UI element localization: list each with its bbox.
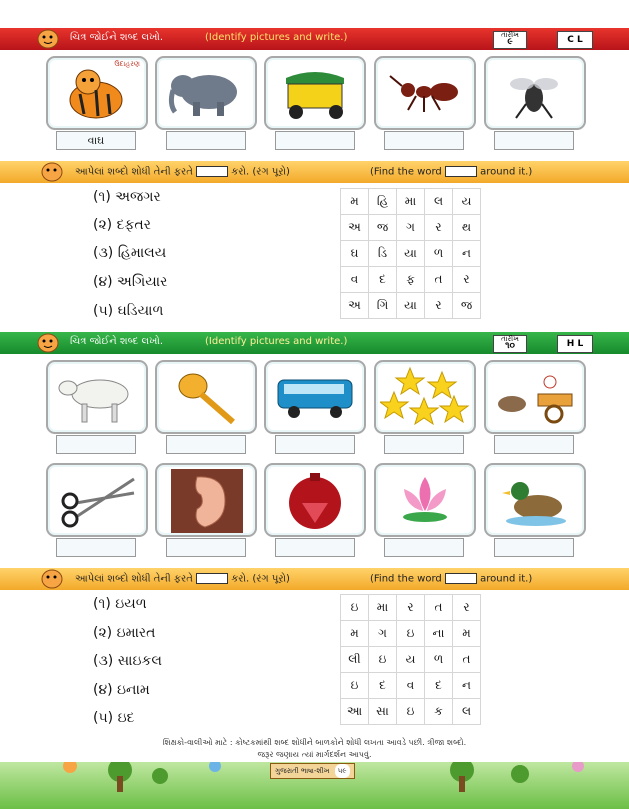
- card-mace: [155, 360, 257, 434]
- footer-note-2: જરૂર જણાય ત્યાં માર્ગદર્શન આપવું.: [257, 750, 372, 759]
- section1-english: (Identify pictures and write.): [205, 32, 348, 43]
- grid-cell[interactable]: ગ: [369, 621, 397, 647]
- grid-cell[interactable]: યા: [397, 293, 425, 319]
- ear-icon: [171, 469, 243, 533]
- answer-field[interactable]: [56, 538, 136, 557]
- search1-title: આપેલાં શબ્દો શોધી તેની ફરતે કરો. (રંગ પૂરો): [75, 166, 290, 178]
- section2-title: ચિત્ર જોઈને શબ્દ લખો.: [70, 336, 163, 347]
- card-ear: [155, 463, 257, 537]
- search1-english: (Find the word around it.): [370, 166, 533, 178]
- pomegranate-icon: [282, 469, 348, 533]
- word-item: (૨) દફતર: [93, 217, 151, 233]
- grid-cell[interactable]: લી: [341, 647, 369, 673]
- section2-english: (Identify pictures and write.): [205, 336, 348, 347]
- tiger-icon: [58, 64, 134, 122]
- bullock-cart-icon: [490, 370, 580, 426]
- card-fly: [484, 56, 586, 130]
- grid-cell[interactable]: દ: [425, 673, 453, 699]
- answer-field[interactable]: વાઘ: [56, 131, 136, 150]
- card-scissors: [46, 463, 148, 537]
- grid-cell[interactable]: ઇ: [341, 595, 369, 621]
- answer-field[interactable]: [166, 538, 246, 557]
- card-bullock-cart: [484, 360, 586, 434]
- scissors-icon: [56, 473, 138, 529]
- grid-cell[interactable]: ન: [453, 673, 481, 699]
- grid-cell[interactable]: ળ: [425, 241, 453, 267]
- grid-cell[interactable]: ય: [453, 189, 481, 215]
- grid-cell[interactable]: ના: [425, 621, 453, 647]
- grid-cell[interactable]: મ: [341, 621, 369, 647]
- card-elephant: [155, 56, 257, 130]
- footer-badge: ગુજરાતી ભાષા-શીખ ૫૯: [270, 763, 355, 779]
- answer-field[interactable]: [275, 538, 355, 557]
- grid-cell[interactable]: ક: [425, 699, 453, 725]
- grid-cell[interactable]: ર: [397, 595, 425, 621]
- elephant-icon: [165, 68, 245, 118]
- search1-banner: [0, 161, 629, 183]
- mascot-icon: [38, 565, 66, 591]
- card-duck: [484, 463, 586, 537]
- answer-field[interactable]: [384, 538, 464, 557]
- card-lotus: [374, 463, 476, 537]
- grid-cell[interactable]: ય: [397, 647, 425, 673]
- card-cow: [46, 360, 148, 434]
- grid-cell[interactable]: ઇ: [397, 699, 425, 725]
- grid-cell[interactable]: ત: [425, 595, 453, 621]
- grid-cell[interactable]: ળ: [425, 647, 453, 673]
- example-tag: ઉદાહરણ: [114, 60, 140, 68]
- grid-cell[interactable]: હિ: [369, 189, 397, 215]
- grid-cell[interactable]: ઘ: [341, 241, 369, 267]
- answer-field[interactable]: [275, 435, 355, 454]
- grass-footer: [0, 762, 629, 809]
- grid-cell[interactable]: યા: [397, 241, 425, 267]
- answer-field[interactable]: [384, 435, 464, 454]
- card-stars: [374, 360, 476, 434]
- answer-field[interactable]: [166, 131, 246, 150]
- answer-field[interactable]: [384, 131, 464, 150]
- card-autorickshaw: [264, 56, 366, 130]
- cow-icon: [54, 370, 138, 424]
- bus-icon: [274, 374, 356, 420]
- grid-cell[interactable]: લ: [453, 699, 481, 725]
- code-box: C L: [557, 31, 593, 49]
- grid-cell[interactable]: ર: [425, 215, 453, 241]
- grid-cell[interactable]: વ: [397, 673, 425, 699]
- grid-cell[interactable]: ફ: [397, 267, 425, 293]
- word-item: (૨) ઇમારત: [93, 625, 156, 641]
- grid-cell[interactable]: ડિ: [369, 241, 397, 267]
- grid-cell[interactable]: મા: [397, 189, 425, 215]
- grid-cell[interactable]: ત: [453, 647, 481, 673]
- word-item: (૧) અજગર: [93, 189, 161, 205]
- letter-grid-2: [340, 594, 481, 725]
- grid-cell[interactable]: ગ: [397, 215, 425, 241]
- letter-grid-1: [340, 188, 481, 319]
- grid-cell[interactable]: દ: [369, 267, 397, 293]
- answer-field[interactable]: [494, 131, 574, 150]
- grid-cell[interactable]: વ: [341, 267, 369, 293]
- mascot-icon: [34, 25, 62, 51]
- date-box: તારીખ ૯: [493, 31, 527, 49]
- answer-field[interactable]: [494, 538, 574, 557]
- section1-title: ચિત્ર જોઈને શબ્દ લખો.: [70, 32, 163, 43]
- search2-banner: [0, 568, 629, 590]
- grid-cell[interactable]: થ: [453, 215, 481, 241]
- answer-field[interactable]: [275, 131, 355, 150]
- grid-cell[interactable]: ગિ: [369, 293, 397, 319]
- grid-cell[interactable]: ર: [453, 595, 481, 621]
- grid-cell[interactable]: અ: [341, 215, 369, 241]
- grid-cell[interactable]: ઇ: [397, 621, 425, 647]
- lotus-icon: [390, 471, 460, 531]
- card-ant: [374, 56, 476, 130]
- word-item: (૪) ઇનામ: [93, 682, 150, 698]
- page-number: ૫૯: [335, 764, 350, 778]
- search2-english: (Find the word around it.): [370, 573, 533, 585]
- code-box: H L: [557, 335, 593, 353]
- mascot-icon: [38, 158, 66, 184]
- word-item: (૩) હિમાલય: [93, 245, 167, 261]
- stars-icon: [380, 366, 470, 428]
- grid-cell[interactable]: ર: [453, 267, 481, 293]
- answer-field[interactable]: [56, 435, 136, 454]
- grid-cell[interactable]: ન: [453, 241, 481, 267]
- section2-banner: [0, 332, 629, 354]
- word-item: (૫) ઇદ: [93, 710, 135, 726]
- duck-icon: [500, 473, 570, 529]
- grid-cell[interactable]: ઇ: [341, 673, 369, 699]
- fly-icon: [504, 66, 564, 122]
- answer-field[interactable]: [166, 435, 246, 454]
- answer-field[interactable]: [494, 435, 574, 454]
- grid-cell[interactable]: દ: [369, 673, 397, 699]
- grid-cell[interactable]: ર: [425, 293, 453, 319]
- grid-cell[interactable]: મ: [453, 621, 481, 647]
- mace-icon: [171, 368, 243, 428]
- card-pomegranate: [264, 463, 366, 537]
- search2-title: આપેલાં શબ્દો શોધી તેની ફરતે કરો. (રંગ પૂરો): [75, 573, 290, 585]
- autorickshaw-icon: [278, 64, 352, 122]
- section1-banner: [0, 28, 629, 50]
- footer-note-1: શિક્ષકો-વાલીઓ માટે : કોષ્ટકમાંથી શબ્દ શોધીને બાળકોને શોધી લખતા આવડે પછી. ત્રીજા શબ્દો.: [162, 738, 467, 747]
- grid-cell[interactable]: ઇ: [369, 647, 397, 673]
- card-bus: [264, 360, 366, 434]
- word-item: (૪) અગિયાર: [93, 274, 168, 290]
- grid-cell[interactable]: જ: [369, 215, 397, 241]
- word-item: (૫) ઘડિયાળ: [93, 303, 164, 319]
- word-item: (૩) સાઇકલ: [93, 653, 162, 669]
- card-tiger: [46, 56, 148, 130]
- word-item: (૧) ઇયળ: [93, 596, 147, 612]
- grid-cell[interactable]: આ: [341, 699, 369, 725]
- grid-cell[interactable]: જ: [453, 293, 481, 319]
- date-box: તારીખ ૧૦: [493, 335, 527, 353]
- grid-cell[interactable]: લ: [425, 189, 453, 215]
- grid-cell[interactable]: મ: [341, 189, 369, 215]
- grid-cell[interactable]: મા: [369, 595, 397, 621]
- grid-cell[interactable]: અ: [341, 293, 369, 319]
- mascot-icon: [34, 329, 62, 355]
- grid-cell[interactable]: સા: [369, 699, 397, 725]
- ant-icon: [386, 72, 464, 114]
- grid-cell[interactable]: ત: [425, 267, 453, 293]
